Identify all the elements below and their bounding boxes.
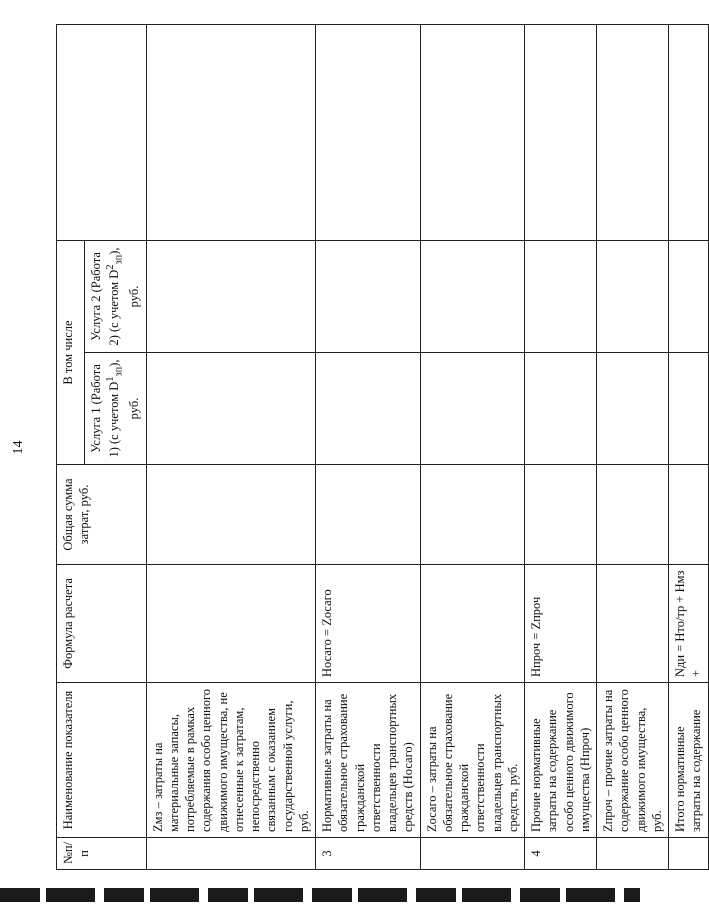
row-blank [146,25,316,241]
row-service-2 [420,241,525,353]
cost-table [56,24,709,870]
row-num [420,838,525,870]
row-total [316,465,421,565]
header-including: В том числе [57,241,85,465]
row-service-1 [316,353,421,465]
row-blank [597,25,669,241]
row-service-1 [420,353,525,465]
row-service-2 [146,241,316,353]
row-num [146,838,316,870]
rotated-page-content [11,25,704,870]
row-service-2 [525,241,597,353]
row-num [669,838,709,870]
row-service-1 [597,353,669,465]
row-num: 3 [316,838,421,870]
row-total [669,465,709,565]
header-num: №п/п [57,838,147,870]
header-blank [57,25,147,241]
row-total [146,465,316,565]
row-name: Zосаго – затраты на обязательное страхование гражданской ответственности владельцев транспортных средств, руб. [420,683,525,838]
row-blank [525,25,597,241]
header-total: Общая сумма затрат, руб. [57,465,147,565]
row-formula [420,565,525,683]
row-total [597,465,669,565]
row-name: Zпроч – прочие затраты на содержание особо ценного движимого имущества, руб. [597,683,669,838]
row-blank [669,25,709,241]
header-service-1: Услуга 1 (Работа 1) (с учетом $D^1_{зп}$), руб. [85,353,147,465]
table-row [525,25,597,870]
row-total [525,465,597,565]
row-formula: Носаго = Zосаго [316,565,421,683]
table-row [420,25,525,870]
row-total [420,465,525,565]
row-formula [146,565,316,683]
row-formula [597,565,669,683]
row-name: Zмз – затраты на материальные запасы, потребляемые в рамках содержания особо ценного движимого имущества, не отнесенные к затратам, непосредственно связанным с оказанием государственной услуги, руб. [146,683,316,838]
table-row [316,25,421,870]
header-formula: Формула расчета [57,565,147,683]
scan-edge-artifact [0,888,640,902]
header-service-2: Услуга 2 (Работа 2) (с учетом $D^2_{зп}$), руб. [85,241,147,353]
row-formula: Нпроч = Zпроч [525,565,597,683]
row-service-2 [316,241,421,353]
row-name: Итого нормативные затраты на содержание [669,683,709,838]
row-blank [316,25,421,241]
row-num: 4 [525,838,597,870]
row-service-1 [525,353,597,465]
header-row [57,25,85,870]
row-blank [420,25,525,241]
header-name: Наименование показателя [57,683,147,838]
table-row [146,25,316,870]
row-name: Нормативные затраты на обязательное страхование гражданской ответственности владельцев транспортных средств (Носаго) [316,683,421,838]
row-service-1 [146,353,316,465]
row-name: Прочие нормативные затраты на содержание особо ценного движимого имущества (Нпроч) [525,683,597,838]
row-service-2 [597,241,669,353]
row-num [597,838,669,870]
table-row-total [669,25,709,870]
row-service-2 [669,241,709,353]
row-service-1 [669,353,709,465]
page-number: 14 [11,440,26,455]
table-row [597,25,669,870]
row-formula: Nди = Нто/тр + Нмз + [669,565,709,683]
